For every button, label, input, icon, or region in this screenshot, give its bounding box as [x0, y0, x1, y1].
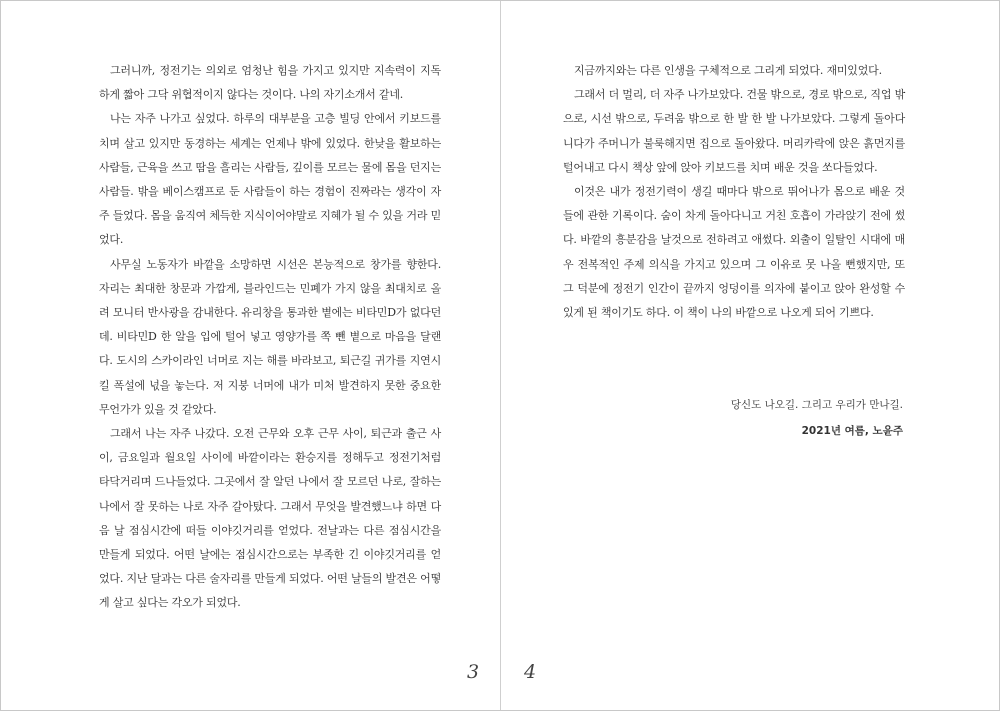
signoff-line: 당신도 나오길. 그리고 우리가 만나길.	[730, 399, 903, 411]
right-paragraph-1: 지금까지와는 다른 인생을 구체적으로 그리게 되었다. 재미있었다.	[574, 64, 882, 77]
page-number-right: 4	[524, 661, 537, 683]
left-page-body	[99, 59, 441, 616]
left-paragraph-2: 나는 자주 나가고 싶었다. 하루의 대부분을 고층 빌딩 안에서 키보드를 치며 살고 있지만 동경하는 세계는 언제나 밖에 있었다. 한낮을 활보하는 사람들, 근육을 쓰고 땀을 흘리는 사람들, 깊이를 모르는 물에 몸을 던지는 사람들. 밖을 베이스캠프로 둔 사람들이 하는 경험이 진짜라는 생각이 자주 들었다. 몸을 움직여 체득한 지식이어야말로 지혜가 될 수 있을 거라 믿었다.	[99, 112, 441, 247]
page-gutter-divider	[500, 1, 501, 710]
left-paragraph-3: 사무실 노동자가 바깥을 소망하면 시선은 본능적으로 창가를 향한다. 자리는 최대한 창문과 가깝게, 블라인드는 민폐가 가지 않을 최대치로 올려 모니터 반사광을 감내한다. 유리창을 통과한 볕에는 비타민D가 없다던데. 비타민D 한 알을 입에 털어 넣고 영양가를 쪽 뺀 볕으로 마음을 달랜다. 도시의 스카이라인 너머로 지는 해를 바라보고, 퇴근길 귀가를 지연시킬 폭설에 넋을 놓는다. 저 지붕 너머에 내가 미처 발견하지 못한 중요한 무언가가 있을 것 같았다.	[99, 257, 441, 416]
left-paragraph-1: 그러니까, 정전기는 의외로 엄청난 힘을 가지고 있지만 지속력이 지독하게 짧아 그닥 위협적이지 않다는 것이다. 나의 자기소개서 같네.	[99, 64, 441, 102]
signoff-author: 2021년 여름, 노윤주	[801, 425, 903, 437]
page-number-left: 3	[467, 661, 480, 683]
left-paragraph-4: 그래서 나는 자주 나갔다. 오전 근무와 오후 근무 사이, 퇴근과 출근 사이, 금요일과 월요일 사이에 바깥이라는 환승지를 정해두고 정전기처럼 타닥거리며 드나들었다. 그곳에서 잘 알던 나에서 잘 모르던 나로, 잘하는 나에서 잘 못하는 나로 자주 갈아탔다. 그래서 무엇을 발견했느냐 하면 다음 날 점심시간에 떠들 이야깃거리를 얻었다. 전날과는 다른 점심시간을 만들게 되었다. 어떤 날에는 점심시간으로는 부족한 긴 이야깃거리를 얻었다. 지난 달과는 다른 술자리를 만들게 되었다. 어떤 날들의 발견은 어떻게 살고 싶다는 각오가 되었다.	[99, 427, 441, 610]
right-paragraph-3: 이것은 내가 정전기력이 생길 때마다 밖으로 뛰어나가 몸으로 배운 것들에 관한 기록이다. 숨이 차게 돌아다니고 거친 호흡이 가라앉기 전에 썼다. 바깥의 흥분감을 날것으로 전하려고 애썼다. 외출이 일탈인 시대에 매우 전복적인 주제 의식을 가지고 있으며 그 이유로 못 나올 뻔했지만, 또 그 덕분에 정전기 인간이 끝까지 엉덩이를 의자에 붙이고 앉아 완성할 수 있게 된 책이기도 하다. 이 책이 나의 바깥으로 나오게 되어 기쁘다.	[563, 185, 905, 320]
right-paragraph-2: 그래서 더 멀리, 더 자주 나가보았다. 건물 밖으로, 경로 밖으로, 직업 밖으로, 시선 밖으로, 두려움 밖으로 한 발 한 발 나가보았다. 그렇게 돌아다니다가 주머니가 불룩해지면 집으로 돌아왔다. 머리카락에 앉은 흙먼지를 털어내고 다시 책상 앞에 앉아 키보드를 치며 배운 것을 쏘다들었다.	[563, 88, 905, 174]
right-page-body	[563, 59, 905, 325]
